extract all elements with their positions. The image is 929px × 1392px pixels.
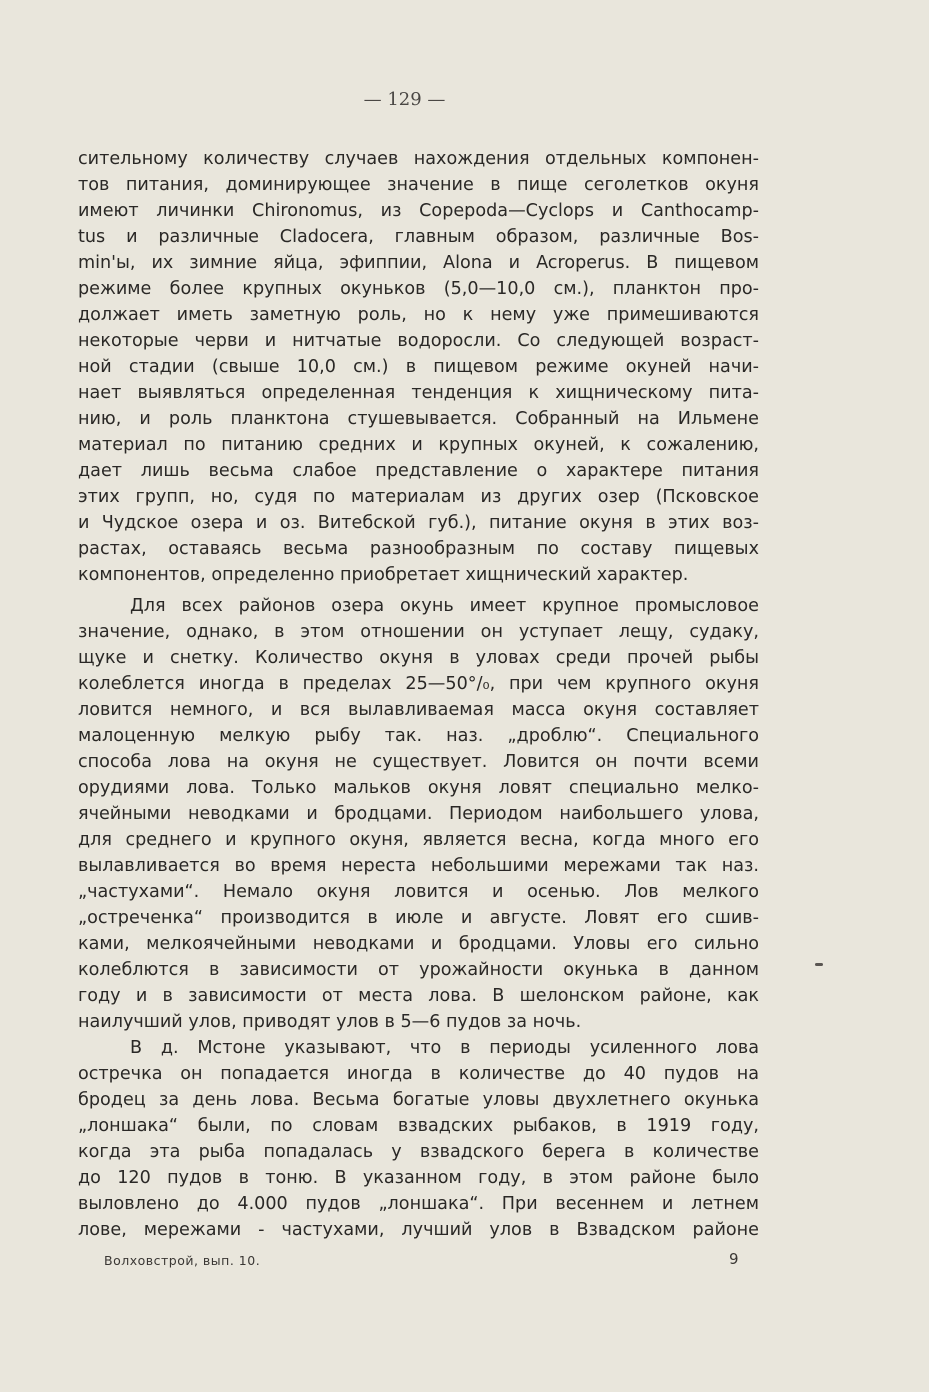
text-line: до 120 пудов в тоню. В указанном году, в этом районе было <box>78 1168 759 1188</box>
text-line: ной стадии (свыше 10,0 см.) в пищевом режиме окуней начи- <box>78 357 759 377</box>
text-line: значение, однако, в этом отношении он уступает лещу, судаку, <box>78 622 759 642</box>
page-number: — 129 — <box>363 89 446 110</box>
text-line: ловится немного, и вся вылавливаемая масса окуня составляет <box>78 700 759 720</box>
text-line: tus и различные Cladocera, главным образом, различные Bos- <box>78 227 759 247</box>
text-line: имеют личинки Chironomus, из Copepoda—Cyclops и Canthocamp- <box>78 201 759 221</box>
text-line: „лоншака“ были, по словам взвадских рыбаков, в 1919 году, <box>78 1116 759 1136</box>
text-line: нию, и роль планктона стушевывается. Собранный на Ильмене <box>78 409 759 429</box>
text-line: сительному количеству случаев нахождения отдельных компонен- <box>78 149 759 169</box>
text-line: ячейными неводками и бродцами. Периодом наибольшего улова, <box>78 804 759 824</box>
text-line: бродец за день лова. Весьма богатые уловы двухлетнего окунька <box>78 1090 759 1110</box>
text-line: и Чудское озера и оз. Витебской губ.), питание окуня в этих воз- <box>78 513 759 533</box>
footer-publication: Волховстрой, вып. 10. <box>104 1253 261 1268</box>
body-text <box>78 146 759 1243</box>
text-line: „частухами“. Немало окуня ловится и осенью. Лов мелкого <box>78 882 759 902</box>
footer-signature-mark: 9 <box>729 1250 739 1268</box>
text-line: ками, мелкоячейными неводками и бродцами. Уловы его сильно <box>78 934 759 954</box>
text-line: лове, мережами - частухами, лучший улов в Взвадском районе <box>78 1220 759 1240</box>
text-line: наилучший улов, приводят улов в 5—6 пудов за ночь. <box>78 1012 582 1032</box>
text-line: растах, оставаясь весьма разнообразным по составу пищевых <box>78 539 759 559</box>
text-line: колеблются в зависимости от урожайности окунька в данном <box>78 960 759 980</box>
text-line: колеблется иногда в пределах 25—50°/₀, при чем крупного окуня <box>78 674 759 694</box>
text-line: должает иметь заметную роль, но к нему уже примешиваются <box>78 305 759 325</box>
text-line: этих групп, но, судя по материалам из других озер (Псковское <box>78 487 759 507</box>
text-line: году и в зависимости от места лова. В шелонском районе, как <box>78 986 759 1006</box>
text-line: орудиями лова. Только мальков окуня ловят специально мелко- <box>78 778 759 798</box>
print-speck <box>815 963 823 966</box>
text-line: дает лишь весьма слабое представление о характере питания <box>78 461 759 481</box>
paragraph-first-line: Для всех районов озера окунь имеет крупное промысловое <box>130 596 759 616</box>
text-line: min'ы, их зимние яйца, эфиппии, Alona и Acroperus. В пищевом <box>78 253 759 273</box>
text-line: нает выявляться определенная тенденция к хищническому пита- <box>78 383 759 403</box>
text-line: материал по питанию средних и крупных окуней, к сожалению, <box>78 435 759 455</box>
text-line: малоценную мелкую рыбу так. наз. „дроблю“. Специального <box>78 726 759 746</box>
text-line: щуке и снетку. Количество окуня в уловах среди прочей рыбы <box>78 648 759 668</box>
text-line: выловлено до 4.000 пудов „лоншака“. При весеннем и летнем <box>78 1194 759 1214</box>
text-line: способа лова на окуня не существует. Ловится он почти всеми <box>78 752 759 772</box>
text-line: некоторые черви и нитчатые водоросли. Со следующей возраст- <box>78 331 759 351</box>
paragraph-first-line: В д. Мстоне указывают, что в периоды усиленного лова <box>130 1038 759 1058</box>
text-line: режиме более крупных окуньков (5,0—10,0 см.), планктон про- <box>78 279 759 299</box>
text-line: „остреченка“ производится в июле и августе. Ловят его сшив- <box>78 908 759 928</box>
text-line: для среднего и крупного окуня, является весна, когда много его <box>78 830 759 850</box>
text-line: вылавливается во время нереста небольшими мережами так наз. <box>78 856 759 876</box>
text-line: тов питания, доминирующее значение в пище сеголетков окуня <box>78 175 759 195</box>
text-line: компонентов, определенно приобретает хищнический характер. <box>78 565 689 585</box>
text-line: остречка он попадается иногда в количестве до 40 пудов на <box>78 1064 759 1084</box>
text-line: когда эта рыба попадалась у взвадского берега в количестве <box>78 1142 759 1162</box>
